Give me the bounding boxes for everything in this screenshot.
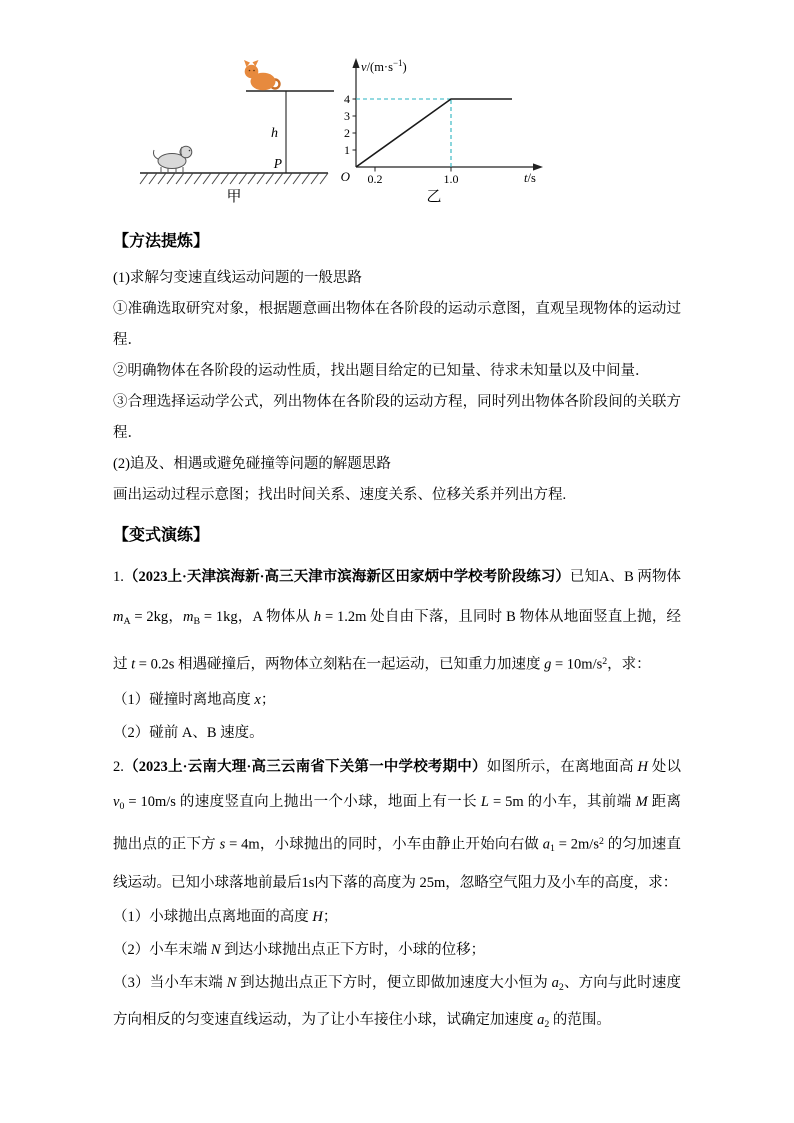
x-tick-02: 0.2	[367, 172, 383, 186]
text-segment: A	[123, 615, 131, 627]
dog-icon	[154, 146, 192, 173]
text-segment: = 1.2m	[321, 609, 367, 625]
text-segment: 的速度竖直向上抛出一个小球，地面上有一长	[175, 794, 481, 811]
cat-icon	[244, 60, 280, 90]
text-segment: ；	[260, 692, 276, 709]
text-segment: a	[537, 1011, 545, 1028]
text-segment: 如图所示，在离地面高	[486, 759, 638, 776]
text-segment: （2）小车末端	[113, 942, 211, 959]
text-segment: L	[480, 794, 489, 811]
x-tick-marks	[375, 167, 451, 172]
section-heading-method: 【方法提炼】	[113, 233, 210, 250]
text-segment: 2	[558, 981, 564, 993]
text-segment: H	[312, 909, 323, 926]
text-segment: 相遇碰撞后，两物体立刻粘在一起运动，已知重力加速度	[174, 656, 545, 673]
x-tick-10: 1.0	[443, 172, 459, 186]
method-intro-2: (2)追及、相遇或避免碰撞等问题的解题思路	[113, 456, 391, 472]
document-content	[113, 55, 681, 1041]
text-segment: （1）小球抛出点离地面的高度	[113, 909, 313, 926]
text-segment: 1.	[113, 569, 124, 585]
section-heading-practice: 【变式演练】	[113, 527, 210, 544]
text-segment: M	[635, 794, 648, 811]
text-segment: = 0.2s	[135, 656, 175, 673]
text-segment: t	[131, 656, 136, 673]
text-segment: B	[193, 615, 201, 627]
method-step-1: ①准确选取研究对象，根据题意画出物体在各阶段的运动示意图，直观呈现物体的运动过程．	[113, 301, 681, 348]
text-segment: （1）碰撞时离地高度	[113, 692, 255, 709]
text-segment: ，求：	[607, 656, 651, 673]
problem-2-body	[113, 750, 681, 901]
text-segment: N	[210, 942, 221, 959]
y-tick-2: 2	[344, 126, 350, 140]
y-tick-3: 3	[344, 109, 350, 123]
text-segment: m	[183, 609, 194, 625]
text-segment: （2023上·云南大理·高三云南省下关第一中学校考期中）	[123, 759, 487, 776]
figures-row	[113, 55, 681, 205]
problem-2-question-1	[113, 901, 681, 934]
text-segment: = 2m/s	[554, 836, 599, 853]
ground-hatch	[140, 173, 328, 184]
y-axis-arrowhead	[352, 58, 359, 68]
text-segment: 处自由下落，且同时 B 物体从地面竖直上抛，经过	[113, 609, 682, 673]
text-segment: 2	[602, 655, 608, 667]
text-segment: ，小球抛出的同时，小车由静止开始向右做	[259, 836, 543, 853]
text-segment: ；	[322, 909, 338, 926]
text-segment: = 10m/s	[551, 656, 603, 673]
text-segment: = 1kg	[200, 609, 238, 625]
text-segment: （3）当小车末端	[113, 975, 227, 992]
text-segment: ，	[168, 609, 184, 625]
text-segment: 的范围。	[549, 1011, 611, 1028]
x-axis-title: t/s	[524, 171, 536, 185]
problem-2-question-3	[113, 967, 681, 1041]
text-segment: 1	[550, 843, 555, 855]
figure-right-caption: 乙	[426, 189, 442, 205]
text-segment: 距离抛出点的正下方	[113, 794, 682, 853]
y-tick-1: 1	[344, 143, 350, 157]
problem-1-question-1	[113, 684, 681, 717]
text-segment: = 5m	[489, 794, 524, 811]
origin-label: O	[340, 169, 350, 184]
text-segment: = 2kg	[130, 609, 169, 625]
text-segment: 2	[598, 835, 604, 847]
method-note: 画出运动过程示意图；找出时间关系、速度关系、位移关系并列出方程.	[113, 487, 567, 503]
text-segment: a	[551, 975, 559, 992]
text-segment: = 4m	[225, 836, 260, 853]
problem-2-question-2	[113, 934, 681, 967]
text-segment: 已知A、B 两物体	[569, 569, 681, 585]
text-segment: 到达小球抛出点正下方时，小球的位移；	[220, 942, 486, 959]
figure-left-caption: 甲	[226, 189, 242, 205]
text-segment: s	[219, 836, 226, 853]
method-step-2: ②明确物体在各阶段的运动性质，找出题目给定的已知量、待求未知量以及中间量．	[113, 363, 650, 379]
text-segment: 2	[544, 1018, 550, 1030]
method-intro-1: (1)求解匀变速直线运动问题的一般思路	[113, 270, 362, 286]
problem-1-body	[113, 557, 681, 684]
text-segment: （2）碰前 A、B 速度。	[113, 725, 264, 742]
text-segment: （2023上·天津滨海新·高三天津市滨海新区田家炳中学校考阶段练习）	[123, 569, 570, 585]
text-segment: m	[113, 609, 124, 625]
text-segment: ，A 物体从	[237, 609, 314, 625]
text-segment: 到达抛出点正下方时，便立即做加速度大小恒为	[236, 975, 552, 992]
text-segment: a	[542, 836, 551, 853]
text-segment: = 10m/s	[124, 794, 176, 811]
height-label: h	[271, 126, 278, 141]
text-segment: N	[226, 975, 237, 992]
text-segment: 的小车，其前端	[523, 794, 636, 811]
text-segment: 2.	[113, 759, 124, 776]
figure-cat-dog-scene	[128, 55, 358, 205]
text-segment: g	[544, 656, 552, 673]
y-tick-4: 4	[344, 92, 350, 106]
text-segment: 0	[119, 800, 125, 812]
text-segment: H	[637, 759, 648, 776]
problem-1-question-2	[113, 717, 681, 750]
y-axis-title: $v/(m\cdot s^{-1})$	[361, 58, 407, 74]
text-segment: h	[313, 609, 322, 625]
x-axis-arrowhead	[533, 163, 543, 170]
point-p-label: P	[273, 156, 282, 171]
text-segment: 、方向与此时速度方向相反的匀变速直线运动，为了让小车接住小球，试确定加速度	[113, 975, 682, 1028]
text-segment: v	[113, 794, 120, 811]
velocity-curve	[356, 99, 512, 167]
text-segment: 处以	[648, 759, 682, 776]
text-segment: 的匀加速直线运动。已知小球落地前最后1s内下落的高度为 25m，忽略空气阻力及小车的高度，求：	[113, 836, 681, 892]
method-step-3: ③合理选择运动学公式，列出物体在各阶段的运动方程，同时列出物体各阶段间的关联方程．	[113, 394, 681, 441]
text-segment: x	[254, 692, 261, 709]
velocity-time-graph	[340, 55, 550, 205]
